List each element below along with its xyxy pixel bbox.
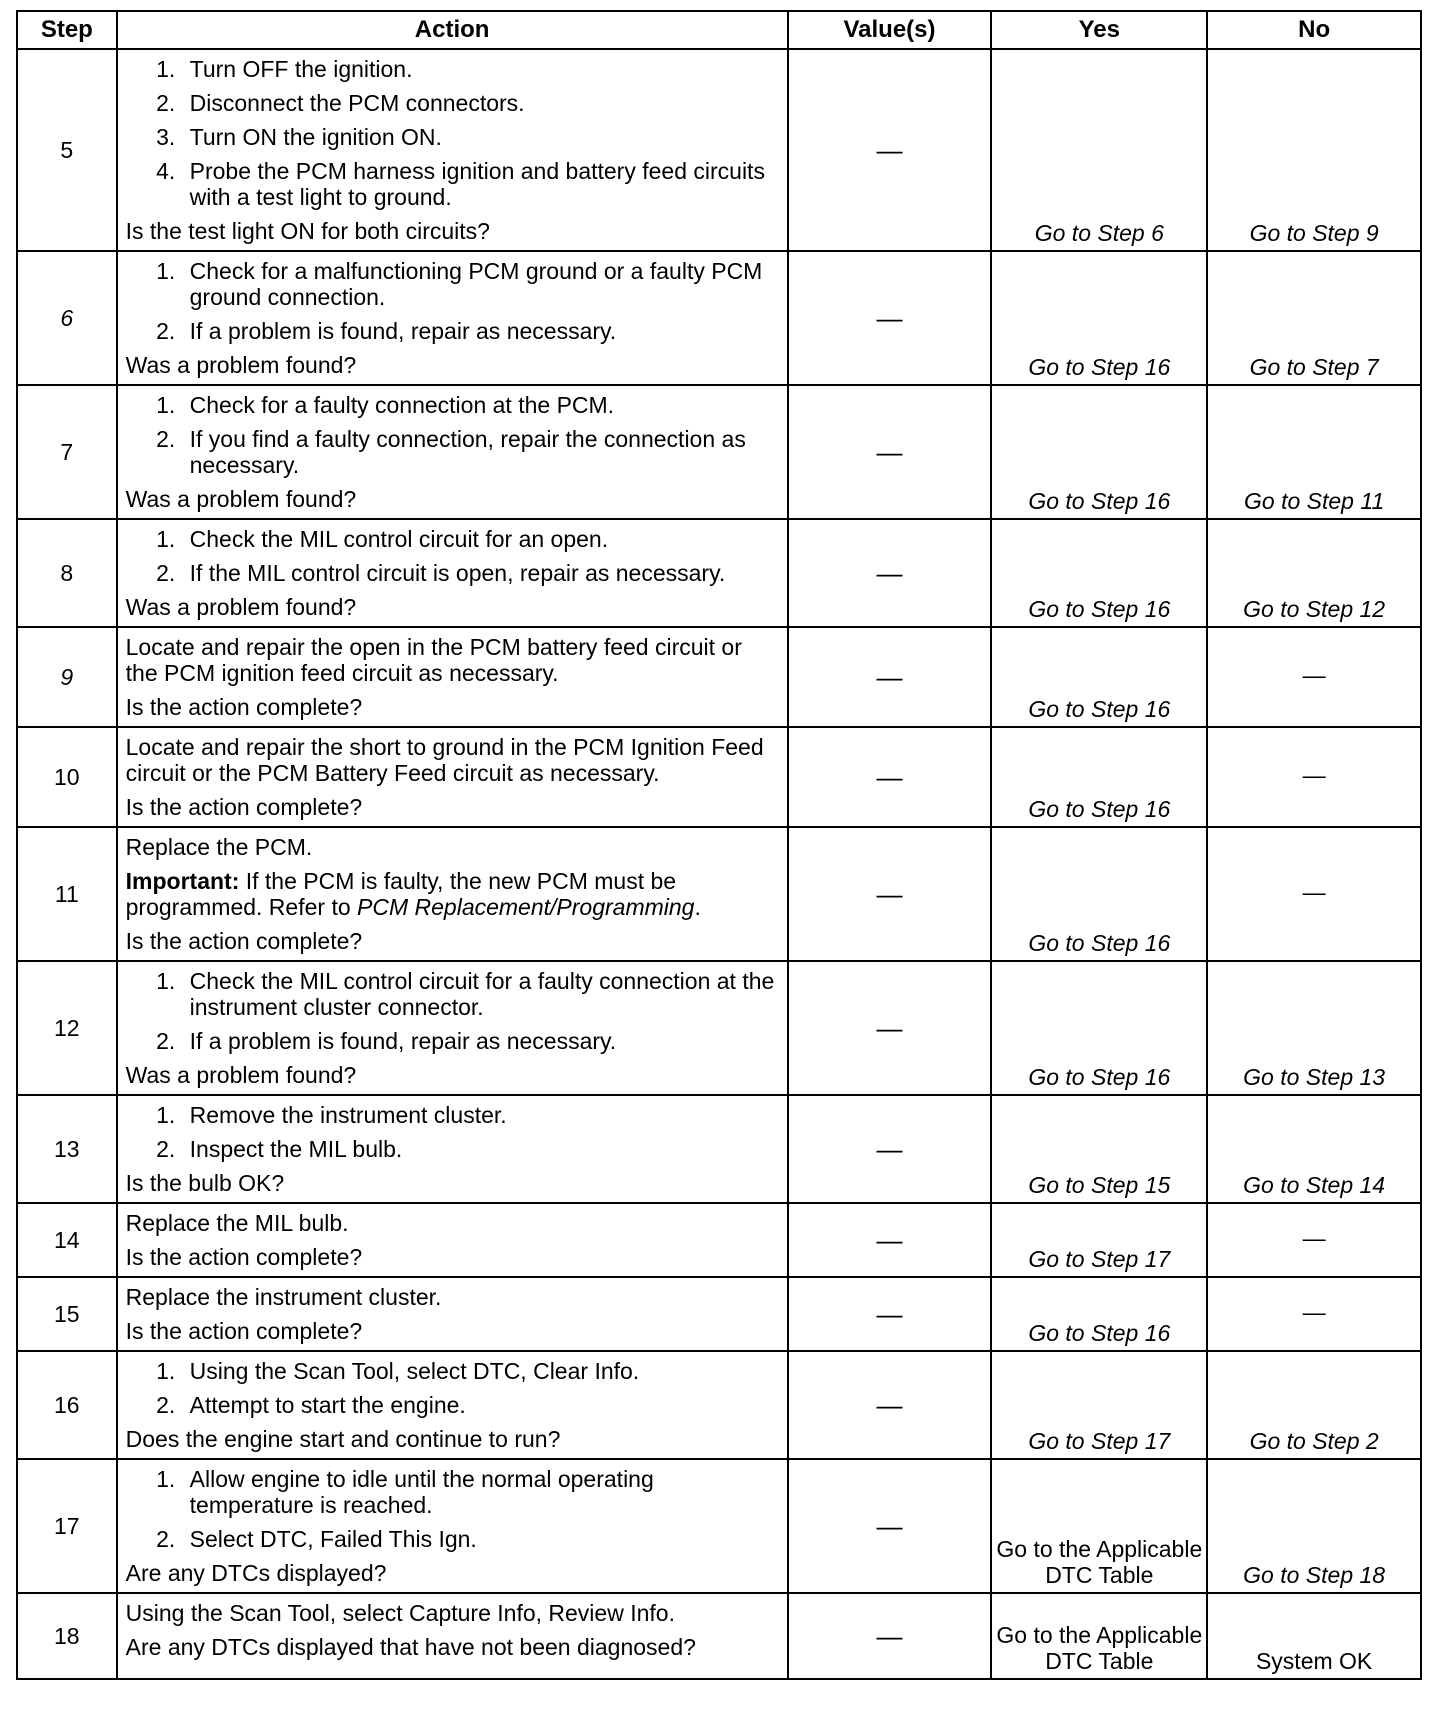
table-row <box>17 827 1421 961</box>
value-cell: — <box>788 727 992 827</box>
action-cell <box>117 1593 788 1679</box>
list-item: 2. If a problem is found, repair as necessary. <box>182 318 779 344</box>
no-result: — <box>1207 627 1421 727</box>
value-cell: — <box>788 1593 992 1679</box>
question: Are any DTCs displayed that have not been diagnosed? <box>125 1634 696 1660</box>
action-cell <box>117 727 788 827</box>
list-item: 2. If you find a faulty connection, repair the connection as necessary. <box>182 426 779 478</box>
table-row <box>17 519 1421 627</box>
table-row <box>17 961 1421 1095</box>
table-row <box>17 627 1421 727</box>
step-number: 7 <box>17 385 117 519</box>
value-cell: — <box>788 519 992 627</box>
no-result: Go to Step 11 <box>1207 385 1421 519</box>
no-result: Go to Step 13 <box>1207 961 1421 1095</box>
no-result: — <box>1207 727 1421 827</box>
action-text: Replace the MIL bulb. <box>125 1210 349 1236</box>
table-row <box>17 1459 1421 1593</box>
yes-result: Go to Step 16 <box>991 727 1207 827</box>
step-number: 11 <box>17 827 117 961</box>
yes-result: Go to Step 16 <box>991 519 1207 627</box>
table-row <box>17 1203 1421 1277</box>
action-cell <box>117 627 788 727</box>
step-number: 12 <box>17 961 117 1095</box>
action-list <box>126 258 779 344</box>
no-result: System OK <box>1207 1593 1421 1679</box>
action-text: Using the Scan Tool, select Capture Info, Review Info. <box>125 1600 675 1626</box>
question: Was a problem found? <box>125 1062 357 1088</box>
no-result: — <box>1207 1203 1421 1277</box>
yes-result: Go to Step 17 <box>991 1351 1207 1459</box>
question: Was a problem found? <box>125 594 357 620</box>
step-number: 14 <box>17 1203 117 1277</box>
value-cell: — <box>788 385 992 519</box>
value-cell: — <box>788 1351 992 1459</box>
action-list <box>126 56 779 210</box>
step-number: 6 <box>17 251 117 385</box>
value-cell: — <box>788 1459 992 1593</box>
header-action: Action <box>117 11 788 49</box>
step-number: 10 <box>17 727 117 827</box>
step-number: 18 <box>17 1593 117 1679</box>
step-number: 8 <box>17 519 117 627</box>
no-result: — <box>1207 1277 1421 1351</box>
action-cell <box>117 1459 788 1593</box>
list-item: 2. Attempt to start the engine. <box>182 1392 779 1418</box>
action-list <box>126 1466 779 1552</box>
action-cell <box>117 385 788 519</box>
step-number: 5 <box>17 49 117 251</box>
yes-result: Go to the Applicable DTC Table <box>991 1593 1207 1679</box>
table-row <box>17 1095 1421 1203</box>
reference-link: PCM Replacement/Programming <box>357 894 695 920</box>
list-item: 2. If a problem is found, repair as necessary. <box>182 1028 779 1054</box>
value-cell: — <box>788 251 992 385</box>
yes-result: Go to Step 16 <box>991 385 1207 519</box>
table-row <box>17 1593 1421 1679</box>
action-list <box>126 1358 779 1418</box>
list-item: 2. Select DTC, Failed This Ign. <box>182 1526 779 1552</box>
action-cell <box>117 49 788 251</box>
yes-result: Go to Step 16 <box>991 827 1207 961</box>
value-cell: — <box>788 1203 992 1277</box>
table-row <box>17 1351 1421 1459</box>
action-cell <box>117 961 788 1095</box>
action-list <box>126 968 779 1054</box>
question: Are any DTCs displayed? <box>125 1560 387 1586</box>
no-result: Go to Step 12 <box>1207 519 1421 627</box>
step-number: 9 <box>17 627 117 727</box>
table-row <box>17 385 1421 519</box>
important-label: Important: <box>125 868 240 894</box>
yes-result: Go to Step 17 <box>991 1203 1207 1277</box>
header-values: Value(s) <box>788 11 992 49</box>
value-cell: — <box>788 49 992 251</box>
list-item: 3. Turn ON the ignition ON. <box>182 124 779 150</box>
action-cell <box>117 1095 788 1203</box>
table-row <box>17 1277 1421 1351</box>
action-text: Locate and repair the open in the PCM battery feed circuit or the PCM ignition feed circuit as necessary. <box>125 634 742 686</box>
table-row <box>17 251 1421 385</box>
important-end: . <box>694 894 701 920</box>
action-cell <box>117 1277 788 1351</box>
action-cell <box>117 519 788 627</box>
yes-result: Go to Step 16 <box>991 251 1207 385</box>
yes-result: Go to Step 16 <box>991 1277 1207 1351</box>
list-item: 1. Turn OFF the ignition. <box>182 56 779 82</box>
yes-result: Go to Step 6 <box>991 49 1207 251</box>
action-cell <box>117 1203 788 1277</box>
step-number: 13 <box>17 1095 117 1203</box>
action-text: Locate and repair the short to ground in the PCM Ignition Feed circuit or the PCM Battery Feed circuit as necessary. <box>125 734 764 786</box>
action-list <box>126 392 779 478</box>
step-number: 17 <box>17 1459 117 1593</box>
no-result: Go to Step 9 <box>1207 49 1421 251</box>
no-result: Go to Step 18 <box>1207 1459 1421 1593</box>
question: Is the action complete? <box>125 1318 363 1344</box>
list-item: 1. Allow engine to idle until the normal operating temperature is reached. <box>182 1466 779 1518</box>
question: Was a problem found? <box>125 486 357 512</box>
list-item: 2. Disconnect the PCM connectors. <box>182 90 779 116</box>
action-cell <box>117 827 788 961</box>
yes-result: Go to the Applicable DTC Table <box>991 1459 1207 1593</box>
list-item: 2. Inspect the MIL bulb. <box>182 1136 779 1162</box>
action-cell <box>117 1351 788 1459</box>
value-cell: — <box>788 1277 992 1351</box>
diagnostic-table <box>16 10 1422 1680</box>
list-item: 1. Using the Scan Tool, select DTC, Clear Info. <box>182 1358 779 1384</box>
list-item: 1. Check for a malfunctioning PCM ground or a faulty PCM ground connection. <box>182 258 779 310</box>
action-text: Replace the instrument cluster. <box>125 1284 442 1310</box>
question: Is the test light ON for both circuits? <box>125 218 490 244</box>
yes-result: Go to Step 16 <box>991 627 1207 727</box>
question: Is the action complete? <box>125 694 363 720</box>
header-no: No <box>1207 11 1421 49</box>
step-number: 15 <box>17 1277 117 1351</box>
list-item: 1. Check for a faulty connection at the PCM. <box>182 392 779 418</box>
table-row <box>17 727 1421 827</box>
action-list <box>126 1102 779 1162</box>
no-result: — <box>1207 827 1421 961</box>
list-item: 1. Remove the instrument cluster. <box>182 1102 779 1128</box>
action-list <box>126 526 779 586</box>
list-item: 4. Probe the PCM harness ignition and battery feed circuits with a test light to ground. <box>182 158 779 210</box>
list-item: 1. Check the MIL control circuit for a faulty connection at the instrument cluster connector. <box>182 968 779 1020</box>
header-step: Step <box>17 11 117 49</box>
question: Was a problem found? <box>125 352 357 378</box>
question: Is the action complete? <box>125 1244 363 1270</box>
yes-result: Go to Step 16 <box>991 961 1207 1095</box>
important-note <box>126 868 779 920</box>
no-result: Go to Step 14 <box>1207 1095 1421 1203</box>
important-text: If the PCM is faulty, the new PCM must be programmed. Refer to <box>125 868 677 920</box>
table-row <box>17 49 1421 251</box>
no-result: Go to Step 2 <box>1207 1351 1421 1459</box>
list-item: 2. If the MIL control circuit is open, repair as necessary. <box>182 560 779 586</box>
header-row <box>17 11 1421 49</box>
yes-result: Go to Step 15 <box>991 1095 1207 1203</box>
question: Is the action complete? <box>125 794 363 820</box>
question: Is the bulb OK? <box>125 1170 285 1196</box>
action-cell <box>117 251 788 385</box>
header-yes: Yes <box>991 11 1207 49</box>
question: Does the engine start and continue to run? <box>125 1426 561 1452</box>
question: Is the action complete? <box>125 928 363 954</box>
action-text: Replace the PCM. <box>125 834 313 860</box>
value-cell: — <box>788 961 992 1095</box>
value-cell: — <box>788 827 992 961</box>
no-result: Go to Step 7 <box>1207 251 1421 385</box>
value-cell: — <box>788 627 992 727</box>
list-item: 1. Check the MIL control circuit for an open. <box>182 526 779 552</box>
value-cell: — <box>788 1095 992 1203</box>
step-number: 16 <box>17 1351 117 1459</box>
